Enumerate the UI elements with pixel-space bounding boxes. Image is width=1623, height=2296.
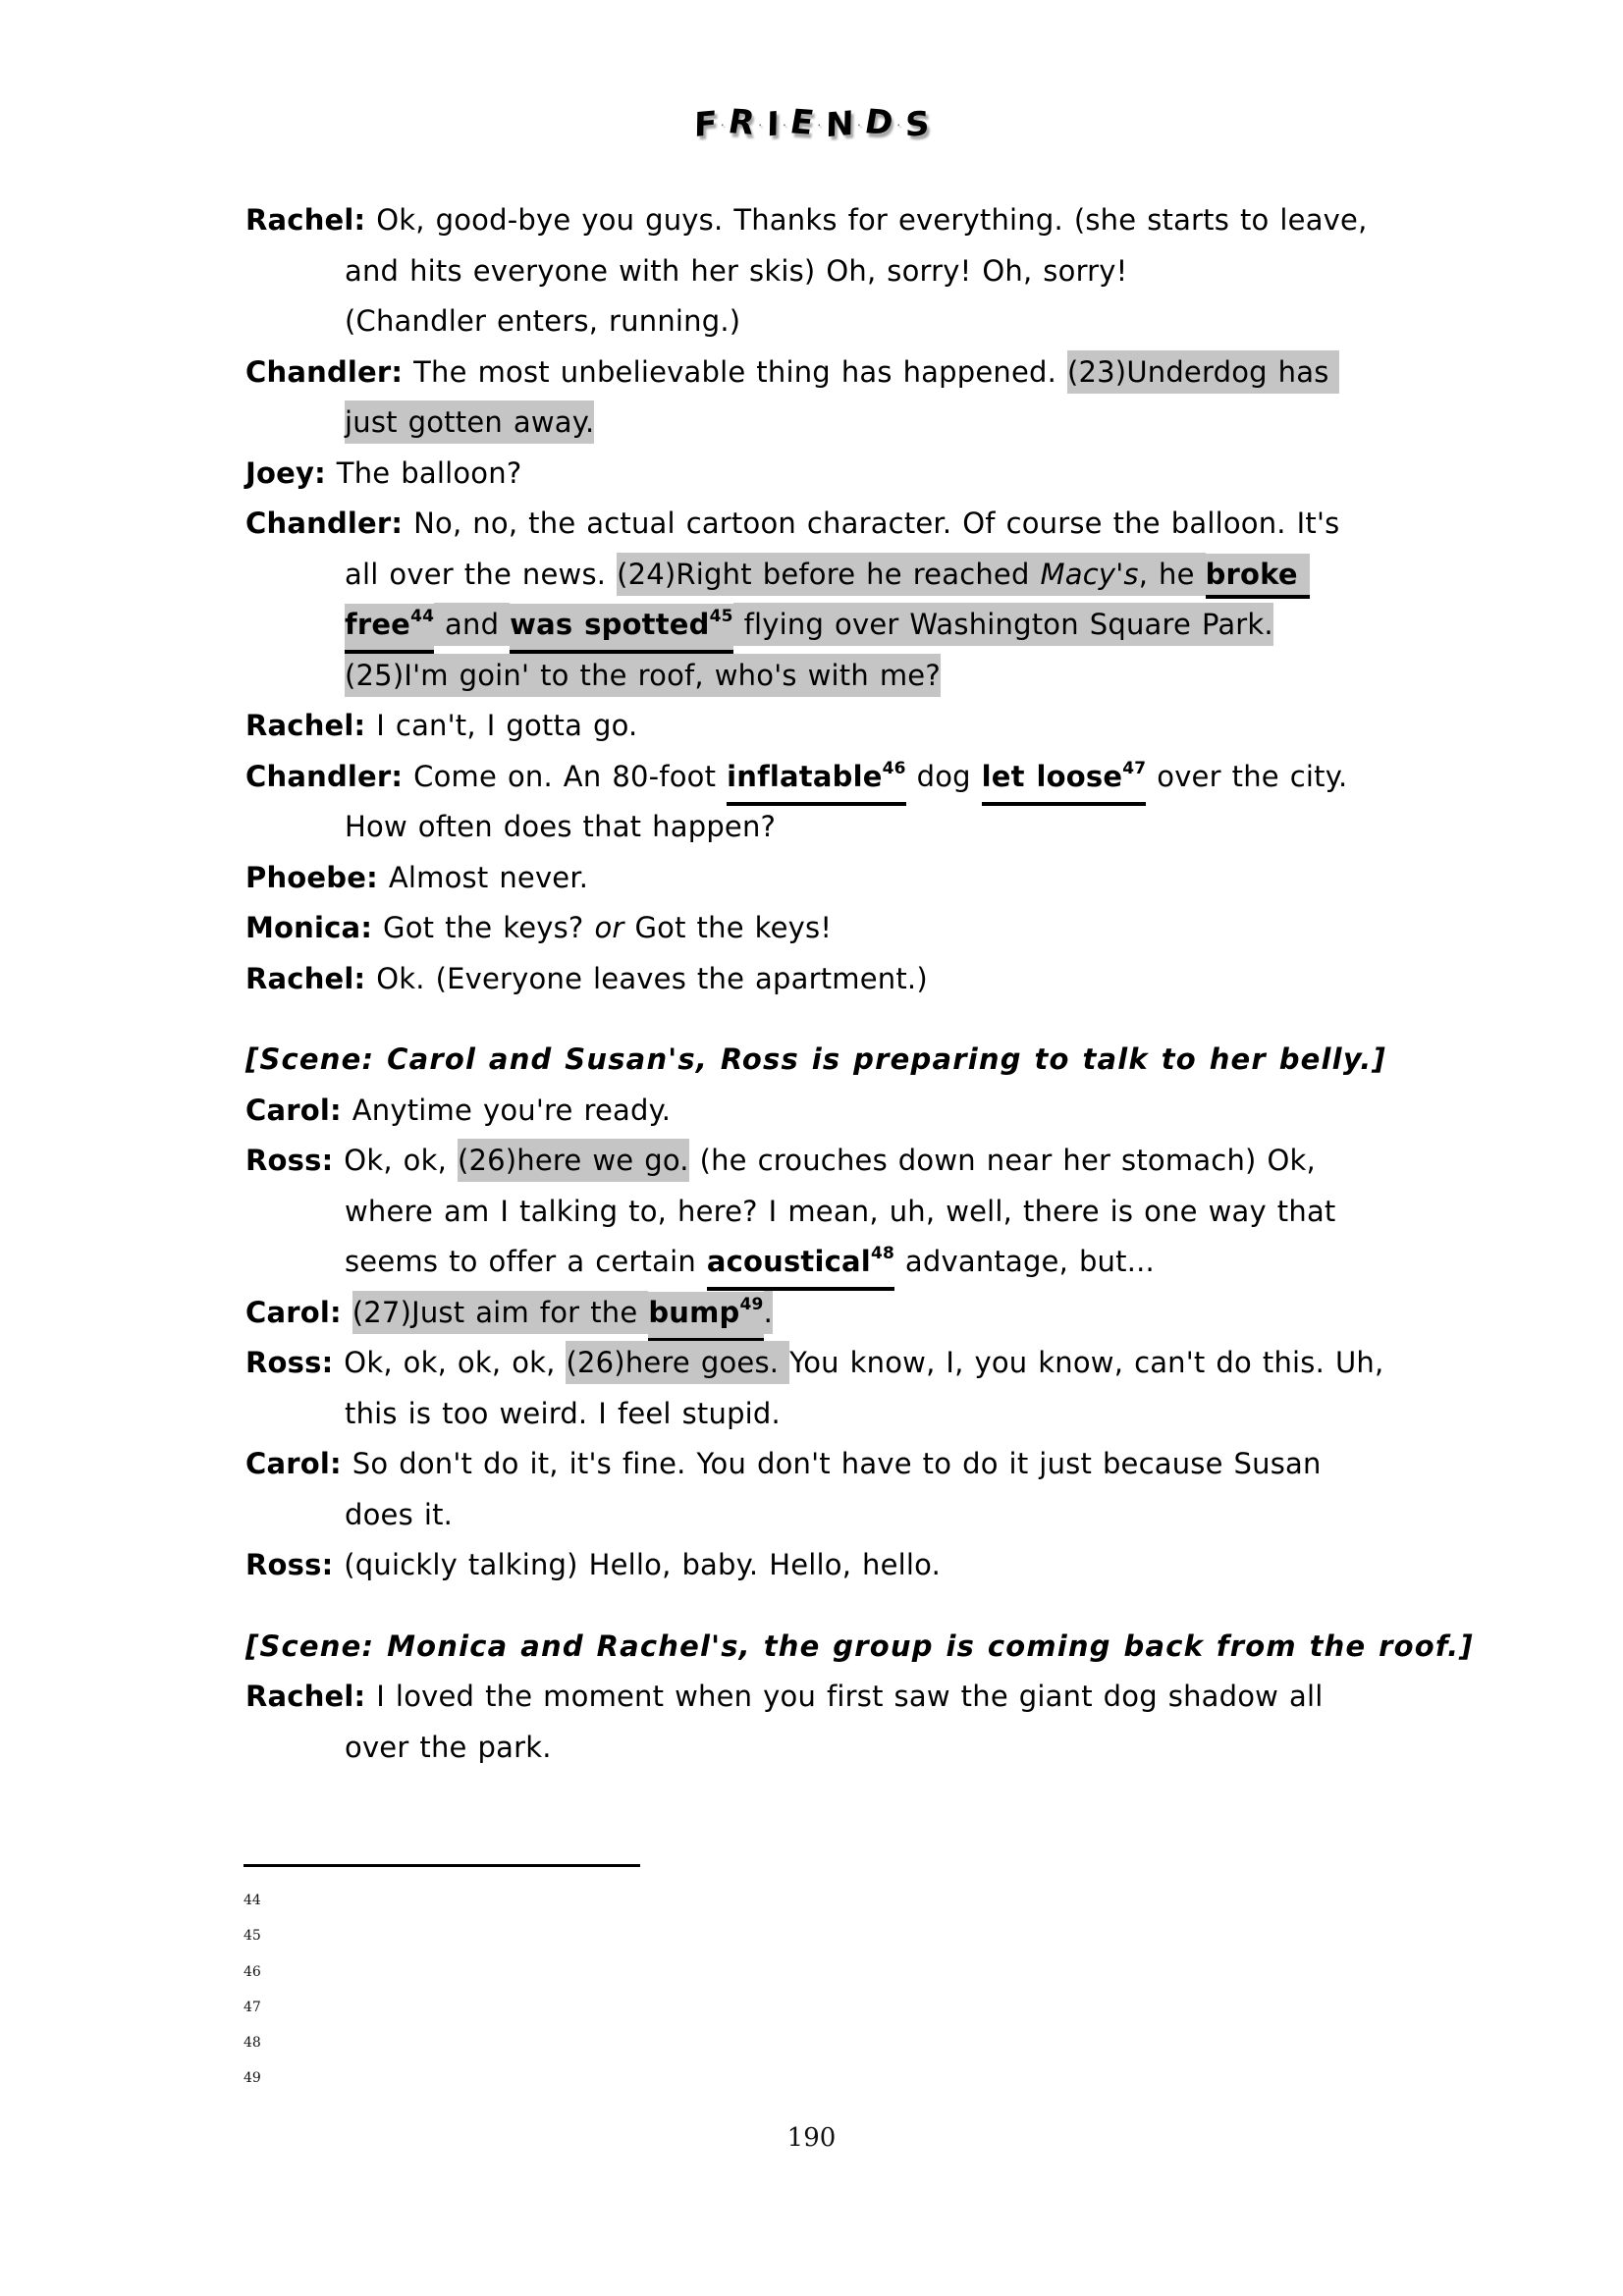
footnote-marker: 44 <box>410 607 435 626</box>
text-segment: The most unbelievable thing has happened. <box>403 354 1067 389</box>
text-segment: Monica: <box>245 911 373 944</box>
dialogue-line <box>245 600 1564 651</box>
text-segment: over the city. <box>1146 759 1348 793</box>
text-segment: Chandler: <box>245 354 404 389</box>
dialogue-line <box>245 853 1564 904</box>
dialogue-line <box>245 398 1564 449</box>
logo-letter: D <box>861 102 896 143</box>
logo-letter: S <box>904 104 930 145</box>
footnote-list <box>243 1883 640 2097</box>
footnote-separator <box>243 1864 640 1867</box>
footnote-marker: 45 <box>709 607 733 626</box>
text-segment: Got the keys! <box>623 911 833 944</box>
text-segment: was spotted$^{45}$ <box>510 604 733 654</box>
logo-letter: E <box>786 102 817 143</box>
text-segment: You know, I, you know, can't do this. Uh, <box>789 1346 1384 1379</box>
dialogue-line <box>245 1237 1564 1288</box>
logo-dot-icon: · <box>757 118 763 133</box>
logo-letter: N <box>825 103 854 146</box>
dialogue-line <box>245 1187 1564 1238</box>
footnote-marker: 46 <box>882 758 906 778</box>
text-segment: seems to offer a certain <box>345 1245 707 1278</box>
logo-letter: R <box>725 102 758 143</box>
text-segment: Got the keys? <box>372 911 595 944</box>
footnote-number: 47 <box>243 1999 261 2015</box>
text-segment: inflatable$^{46}$ <box>727 761 906 806</box>
text-segment: where am I talking to, here? I mean, uh, well, there is one way that <box>345 1194 1336 1228</box>
logo-dot-icon: · <box>782 118 787 133</box>
text-segment: Ok, ok, ok, ok, <box>333 1346 567 1379</box>
text-segment: Anytime you're ready. <box>341 1093 672 1127</box>
footnote-number: 45 <box>243 1928 261 1945</box>
text-segment: Ok, ok, <box>333 1144 458 1177</box>
text-segment: all over the news. <box>345 557 618 591</box>
scene-heading <box>245 1035 1564 1086</box>
text-segment: [Scene: Monica and Rachel's, the group is coming back from the roof.] <box>245 1629 1474 1663</box>
footnote-number: 49 <box>243 2070 261 2087</box>
logo-letter: I <box>766 104 780 145</box>
footnote-marker: 49 <box>739 1294 764 1314</box>
footnotes-section <box>243 1864 640 2097</box>
dialogue-line <box>245 499 1564 550</box>
dialogue-line <box>245 954 1564 1005</box>
dialogue-line <box>245 1540 1564 1591</box>
text-segment: and <box>434 603 510 646</box>
dialogue-line <box>245 1490 1564 1541</box>
text-segment: , he <box>1139 553 1206 596</box>
text-segment: broke <box>1206 554 1310 599</box>
text-segment: (quickly talking) Hello, baby. Hello, hello. <box>333 1548 942 1581</box>
dialogue-line <box>245 550 1564 601</box>
text-segment: Chandler: <box>245 507 404 540</box>
text-segment: (27)Just aim for the <box>352 1291 649 1334</box>
text-segment: How often does that happen? <box>345 810 777 843</box>
text-segment: Rachel: <box>245 961 366 995</box>
text-segment: (25)I'm goin' to the roof, who's with me? <box>345 654 941 697</box>
footnote-marker: 47 <box>1122 758 1147 778</box>
text-segment: Ross: <box>245 1346 334 1379</box>
dialogue-line <box>245 246 1564 297</box>
text-segment: I loved the moment when you first saw the giant dog shadow all <box>365 1680 1324 1713</box>
text-segment: free$^{44}$ <box>345 604 434 654</box>
dialogue-line <box>245 1723 1564 1774</box>
logo-dot-icon: · <box>856 118 862 133</box>
text-segment: Almost never. <box>377 860 589 894</box>
text-segment: this is too weird. I feel stupid. <box>345 1396 781 1430</box>
text-segment: Phoebe: <box>245 860 378 894</box>
dialogue-line <box>245 1439 1564 1490</box>
page-number: 190 <box>786 2123 837 2153</box>
text-segment: (26)here goes. <box>566 1341 789 1384</box>
dialogue-line <box>245 903 1564 954</box>
dialogue-line <box>245 1389 1564 1440</box>
text-segment: or <box>594 911 624 944</box>
text-segment: No, no, the actual cartoon character. Of course the balloon. It's <box>403 507 1340 540</box>
logo-dot-icon: · <box>816 118 823 133</box>
footnote-number: 48 <box>243 2035 261 2052</box>
friends-logo <box>0 102 1623 146</box>
text-segment: Rachel: <box>245 1680 366 1713</box>
text-segment: (26)here we go. <box>458 1139 689 1182</box>
script-body <box>245 195 1564 1773</box>
text-segment: Rachel: <box>245 709 366 742</box>
text-segment: let loose$^{47}$ <box>982 761 1147 806</box>
text-segment: Chandler: <box>245 759 404 793</box>
dialogue-line <box>245 449 1564 500</box>
text-segment: flying over Washington Square Park. <box>733 603 1273 646</box>
text-segment: Ok. (Everyone leaves the apartment.) <box>365 961 928 995</box>
dialogue-line <box>245 701 1564 752</box>
dialogue-line <box>245 195 1564 246</box>
text-segment: Come on. An 80-foot <box>403 759 728 793</box>
text-segment: (Chandler enters, running.) <box>345 304 741 338</box>
text-segment: Carol: <box>245 1093 342 1127</box>
text-segment: over the park. <box>345 1730 552 1764</box>
logo-letter: F <box>693 104 718 145</box>
dialogue-line <box>245 752 1564 803</box>
footnote-number: 46 <box>243 1963 261 1980</box>
dialogue-line <box>245 802 1564 853</box>
text-segment: (24)Right before he reached <box>617 553 1040 596</box>
scene-heading <box>245 1622 1564 1673</box>
text-segment: dog <box>905 759 982 793</box>
text-segment: The balloon? <box>325 455 522 490</box>
text-segment: bump$^{49}$ <box>648 1292 763 1342</box>
dialogue-line <box>245 347 1564 399</box>
dialogue-line <box>245 651 1564 702</box>
text-segment: Macy's <box>1041 553 1139 596</box>
dialogue-line <box>245 1672 1564 1723</box>
footnote-number: 44 <box>243 1893 261 1908</box>
text-segment: Ross: <box>245 1144 334 1177</box>
text-segment: (23)Underdog has <box>1067 350 1339 394</box>
text-segment: [Scene: Carol and Susan's, Ross is preparing to talk to her belly.] <box>245 1042 1386 1076</box>
text-segment: Ok, good-bye you guys. Thanks for everything. (she starts to leave, <box>365 203 1368 237</box>
text-segment: and hits everyone with her skis) Oh, sorry! Oh, sorry! <box>345 253 1128 288</box>
footnote-marker: 48 <box>870 1244 894 1263</box>
text-segment: Ross: <box>245 1548 334 1581</box>
text-segment <box>342 1296 352 1329</box>
text-segment: Joey: <box>245 455 326 490</box>
text-segment: advantage, but... <box>894 1245 1155 1278</box>
text-segment: (he crouches down near her stomach) Ok, <box>688 1144 1316 1177</box>
text-segment: Rachel: <box>245 203 366 237</box>
text-segment: Carol: <box>245 1447 342 1480</box>
dialogue-line <box>245 1338 1564 1389</box>
text-segment: just gotten away. <box>345 400 594 444</box>
dialogue-line <box>245 1136 1564 1187</box>
logo-dot-icon: · <box>719 118 726 133</box>
text-segment: So don't do it, it's fine. You don't have to do it just because Susan <box>341 1447 1322 1480</box>
text-segment: acoustical$^{48}$ <box>707 1246 894 1291</box>
text-segment: I can't, I gotta go. <box>365 709 638 742</box>
text-segment: . <box>764 1291 773 1334</box>
logo-dot-icon: · <box>895 118 902 133</box>
dialogue-line <box>245 296 1564 347</box>
text-segment: does it. <box>345 1497 454 1531</box>
dialogue-line <box>245 1288 1564 1339</box>
dialogue-line <box>245 1086 1564 1137</box>
text-segment: Carol: <box>245 1295 342 1329</box>
